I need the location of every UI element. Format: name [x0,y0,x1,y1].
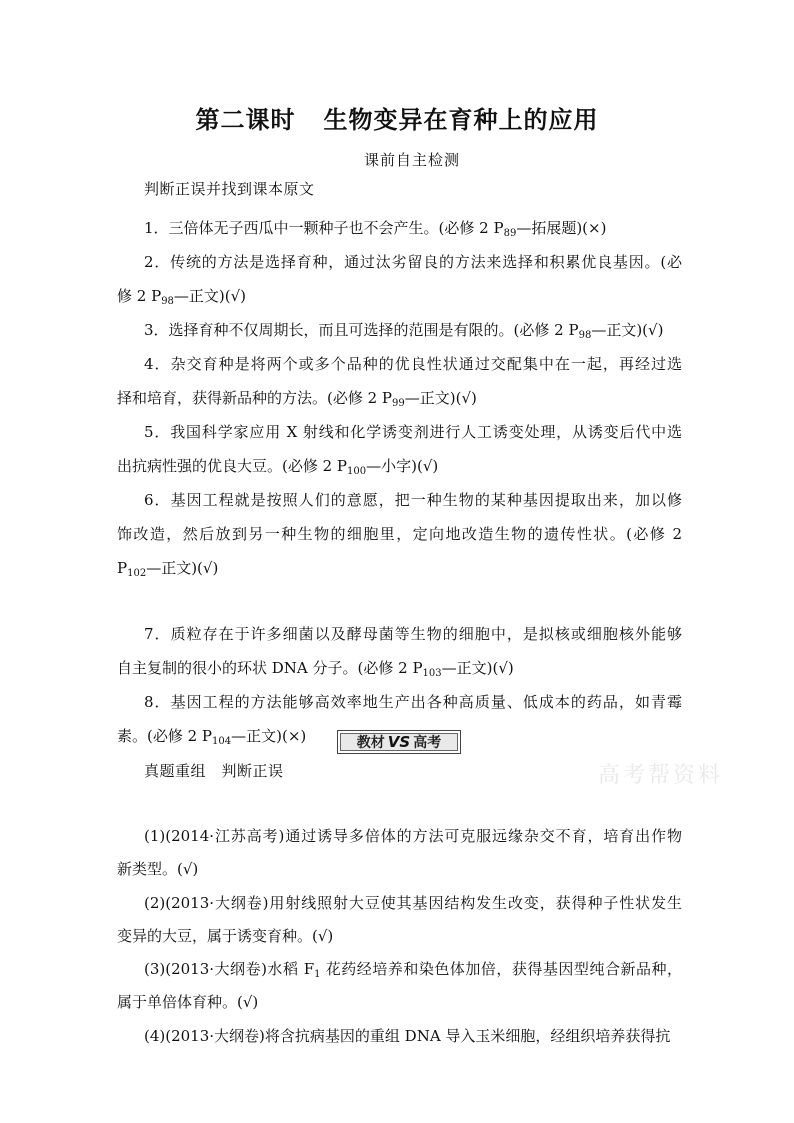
text-run: 修 2 P [117,287,162,305]
text-line [117,920,682,953]
text-line [117,953,682,986]
text-run: (1)(2014·江苏高考)通过诱导多倍体的方法可克服远缘杂交不育，培育出作物 [144,827,682,845]
text-line [117,211,682,245]
text-line [117,853,682,886]
list-item [117,483,682,585]
page-title [0,100,794,135]
subscript: 98 [161,296,174,307]
banner-textbook: 教材 [356,735,385,751]
subheading-exam: 真题重组 判断正误 [144,762,284,780]
text-run: 属于单倍体育种。(√) [117,993,259,1011]
text-run: 2．传统的方法是选择育种，通过汰劣留良的方法来选择和积累优良基因。(必 [144,253,682,271]
banner-exam: 高考 [413,735,442,751]
subheading-judgment: 判断正误并找到课本原文 [144,180,315,198]
list-item [117,820,682,886]
text-run: 8．基因工程的方法能够高效率地生产出各种高质量、低成本的药品，如青霉 [144,693,682,711]
text-run: 5．我国科学家应用 X 射线和化学诱变剂进行人工诱变处理，从诱变后代中选 [144,423,682,441]
text-run: 4．杂交育种是将两个或多个品种的优良性状通过交配集中在一起，再经过选 [144,355,682,373]
list-item [117,887,682,953]
text-line [117,517,682,551]
subscript: 1 [314,969,321,980]
subscript: 98 [578,330,592,341]
text-run: 7．质粒存在于许多细菌以及酵母菌等生物的细胞中，是拟核或细胞核外能够 [144,625,682,643]
text-run: (4)(2013·大纲卷)将含抗病基因的重组 DNA 导入玉米细胞，经组织培养获得抗 [144,1027,671,1045]
textbook-vs-exam-banner [337,730,461,754]
text-run: 自主复制的很小的环状 DNA 分子。(必修 2 P [117,659,423,677]
text-run: —正文)(×) [231,727,307,745]
subscript: 89 [503,228,517,239]
text-line [117,887,682,920]
text-line [117,313,682,347]
list-item [117,347,682,415]
list-item [117,617,682,685]
text-run: 花药经培养和染色体加倍，获得基因型纯合新品种， [320,960,682,978]
list-item [117,953,682,1019]
text-run: —正文)(√) [146,559,219,577]
section-heading: 课前自主检测 [363,151,460,169]
text-run: —正文)(√) [173,287,247,305]
text-run: 1．三倍体无子西瓜中一颗种子也不会产生。(必修 2 P [144,219,504,237]
subscript: 100 [347,466,367,477]
subscript: 102 [127,568,147,579]
text-run: —小字)(√) [366,457,439,475]
text-run: —正文)(√) [591,321,664,339]
text-run: 3．选择育种不仅周期长，而且可选择的范围是有限的。(必修 2 P [144,321,579,339]
text-line [117,415,682,449]
text-line [117,483,682,517]
text-line [117,551,682,585]
text-line [117,245,682,279]
text-line [117,381,682,415]
text-line [117,347,682,381]
subscript: 103 [422,668,442,679]
list-item [117,1020,682,1053]
text-run: 出抗病性强的优良大豆。(必修 2 P [117,457,348,475]
text-run: —拓展题)(×) [516,219,607,237]
subscript: 104 [212,736,232,747]
banner-vs: VS [387,733,411,751]
text-run: P [117,559,128,577]
text-line [117,685,682,719]
text-run: 素。(必修 2 P [117,727,213,745]
list-item [117,245,682,313]
text-run: (2)(2013·大纲卷)用射线照射大豆使其基因结构发生改变，获得种子性状发生 [144,894,682,912]
text-line [117,986,682,1019]
watermark: 高考帮资料 [598,763,724,788]
list-item [117,313,682,347]
subscript: 99 [392,398,405,409]
text-run: —正文)(√) [404,389,477,407]
text-line [117,820,682,853]
text-line [117,617,682,651]
text-run: 变异的大豆，属于诱变育种。(√) [117,927,334,945]
text-line [117,449,682,483]
text-run: (3)(2013·大纲卷)水稻 F [144,960,315,978]
text-run: 新类型。(√) [117,860,199,878]
text-run: 择和培育，获得新品种的方法。(必修 2 P [117,389,393,407]
list-item [117,415,682,483]
text-line [117,1020,682,1053]
text-run: 6．基因工程就是按照人们的意愿，把一种生物的某种基因提取出来，加以修 [144,491,682,509]
text-line [117,651,682,685]
text-run: 饰改造，然后放到另一种生物的细胞里，定向地改造生物的遗传性状。(必修 2 [117,525,682,543]
text-line [117,279,682,313]
text-run: —正文)(√) [441,659,514,677]
title-topic: 生物变异在育种上的应用 [323,106,599,134]
title-lesson: 第二课时 [195,106,296,134]
list-item [117,211,682,245]
